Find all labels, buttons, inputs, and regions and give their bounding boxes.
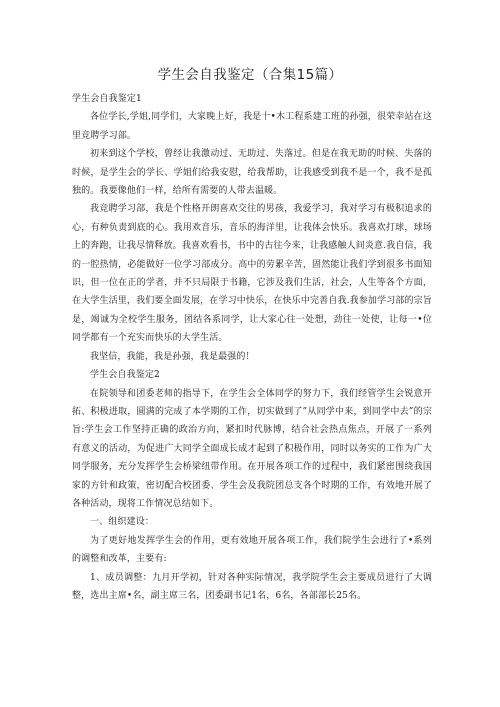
paragraph: 初来到这个学校，曾经让我激动过、无助过、失落过。但是在我无助的时候、失落的时候，是学生会的学长、学姐们给我安慰，给我帮助，让我感受到我不是一个，我不是孤独的。我要像他们一样，给所有需要的人带去温暖。 [72, 149, 432, 197]
paragraph: 1、成员调整：九月开学初，针对各种实际情况，我学院学生会主要成员进行了大调整，选出主席•名，副主席三名，团委副书记1名，6名，各部部长25名。 [72, 572, 432, 601]
paragraph: 在院领导和团委老师的指导下，在学生会全体同学的努力下，我们经管学生会锐意开拓、积极进取，圆满的完成了本学期的工作，切实做到了”从同学中来，到同学中去”的宗旨:学生会工作坚持正确的政治方向，紧扣时代脉博，结合社会热点焦点，开展了一系列有意义的活动，为促进广大同学全面成长成才起到了积极作用，同时以务实的工作为广大同学服务，充分发挥学生会桥梁纽带作用。在开展各项工作的过程中，我们紧密围绕我国家的方针和政策，密切配合校团委、学生会及我院团总支各个时期的工作，有效地开展了各种活动，现将工作情况总结如下。 [72, 388, 432, 509]
paragraph: 各位学长,学姐,同学们，大家晚上好，我是十•木工程系建工班的孙强，很荣幸站在这里竞聘学习部。 [72, 112, 432, 141]
document-body [72, 90, 432, 605]
paragraph: 为了更好地发挥学生会的作用，更有效地开展各项工作，我们院学生会进行了•系列的调整和改革，主要有: [72, 535, 432, 565]
paragraph: 我竞聘学习部，我是个性格开朗喜欢交往的男孩，我爱学习，我对学习有极积追求的心，有种负责到底的心。我用欢音乐，音乐的海洋里，让我体会快乐。我喜欢打球，球场上的奔跑，让我尽情释放。我喜欢看书，书中的古往今来，让我感触人间炎意.我自信，我的一腔热情，必能做好一位学习部成分。高中的劳累辛苦，固然能让我们学到很多书面知识，但一位在正的学者，并不只局限于书籍，它涉及我们生活，社会，人生等各个方面，在大学生活里，我们要全面发展，在学习中快乐，在快乐中完善自我.我参加学习部的宗旨是，竭诚为全校学生服务，团结各系同学，让大家心往一处想，劲往一处使，让每一•位同学都有一个充实而快乐的大学生活。 [72, 204, 432, 344]
section-heading-2: 学生会自我鉴定2 [90, 370, 160, 381]
paragraph: 一、组织建设： [90, 517, 155, 528]
paragraph: 我坚信，我能，我是孙强，我是最强的！ [90, 351, 255, 362]
document-title: 学生会自我鉴定（合集15篇） [157, 67, 343, 83]
section-heading-1: 学生会自我鉴定1 [72, 94, 142, 104]
